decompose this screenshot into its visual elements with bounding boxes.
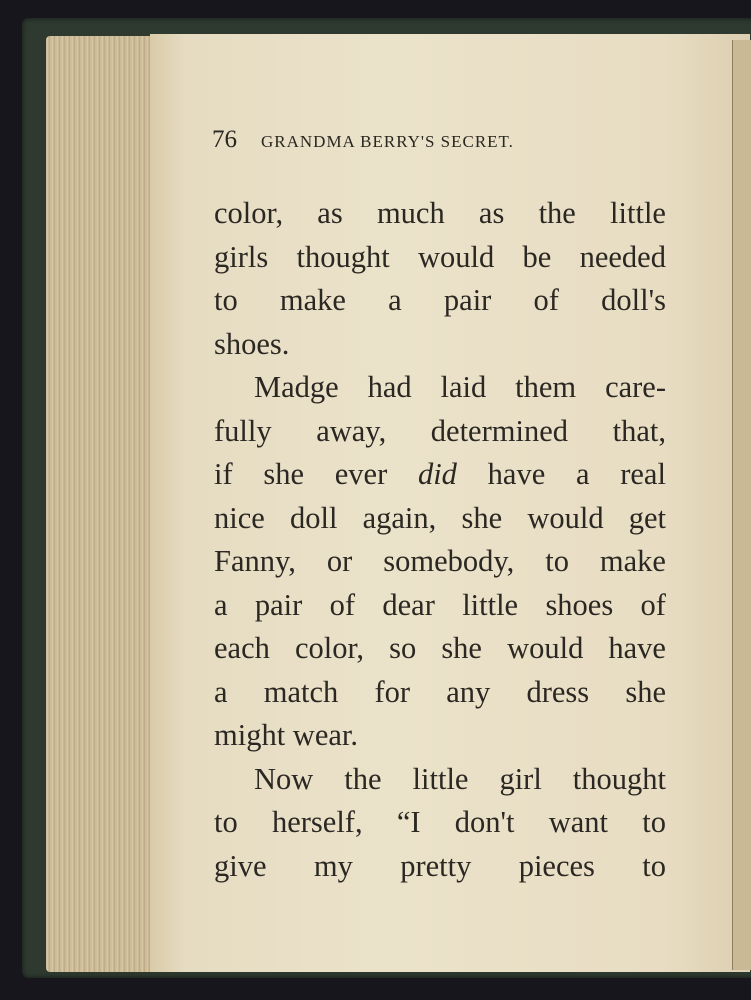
word: as [478,196,505,230]
word: she [263,457,305,491]
word: shoes. [214,326,290,361]
word: have [608,631,666,665]
word: needed [579,239,666,274]
word: the [344,761,382,796]
word: little [610,196,666,230]
text-line [214,410,666,454]
word: my [313,848,353,883]
word: match [263,674,339,709]
body-text [214,192,666,888]
text-line [214,323,666,367]
word: dress [526,674,590,709]
word: would [527,500,604,535]
word: color, [214,196,284,230]
word: she [461,500,503,535]
word: might [214,718,286,752]
text-line [214,845,666,889]
page-number: 76 [212,126,237,153]
word: somebody, [383,544,515,578]
word: away, [316,413,387,448]
word: doll [289,500,338,535]
word: thought [296,239,390,274]
word: again, [362,500,437,535]
text-line [214,584,666,628]
word: to [214,805,238,839]
word: that, [612,413,666,448]
word: much [376,196,445,230]
word: to [642,805,666,839]
text-line [214,671,666,715]
word: herself, [271,805,363,839]
word: ever [334,457,388,491]
word: of [329,587,356,622]
word: “I [396,805,421,839]
emphasized-word: did [417,457,457,491]
word: girl [499,761,542,796]
word: be [522,239,552,274]
running-head: GRANDMA BERRY'S SECRET. [261,132,514,151]
word: to [642,848,666,883]
text-line [214,192,666,236]
word: to [545,544,569,578]
word: each [214,631,270,665]
word: or [326,544,353,578]
word: don't [454,805,515,839]
word: would [418,239,495,274]
word: determined [430,413,568,448]
word: little [462,587,519,622]
word: as [317,196,343,230]
word: doll's [601,283,666,317]
word: shoes [545,587,614,622]
word: would [507,631,584,665]
text-line [214,236,666,280]
facing-page-edge [732,40,751,970]
text-line [214,540,666,584]
word: make [279,283,346,317]
word: laid [440,370,487,404]
word: of [533,283,559,317]
page-header [212,126,664,162]
word: have [487,457,546,491]
word: make [599,544,666,578]
word: want [548,805,609,839]
word: thought [572,761,666,796]
word: a [214,587,228,622]
word: a [214,674,228,709]
word: dear [382,587,435,622]
word: Fanny, [214,544,296,578]
word: them [515,370,577,404]
word: girls [214,239,269,274]
word: nice [214,500,265,535]
word: little [412,761,469,796]
text-line [214,279,666,323]
text-line [214,801,666,845]
word: a [575,457,590,491]
word: care- [605,370,666,404]
word: get [628,500,666,535]
word: if [214,457,233,491]
word: wear. [292,718,358,752]
text-line [214,497,666,541]
word: Madge [254,370,339,404]
word: she [441,631,482,665]
word: color, [294,631,365,665]
word: pieces [518,848,595,883]
word: of [640,587,666,622]
word: pair [254,587,303,622]
word: had [367,370,412,404]
text-line [214,366,666,410]
word: give [214,848,267,883]
text-line [214,714,666,758]
word: fully [214,413,272,448]
word: a [388,283,402,317]
word: for [374,674,411,709]
word: she [625,674,666,709]
text-line [214,627,666,671]
word: pair [443,283,492,317]
word: so [389,631,417,665]
word: any [446,674,491,709]
word: pretty [400,848,472,883]
text-line [214,758,666,802]
word: real [620,457,666,491]
word: Now [254,761,314,796]
word: to [214,283,238,317]
text-line [214,453,666,497]
word: the [538,196,576,230]
